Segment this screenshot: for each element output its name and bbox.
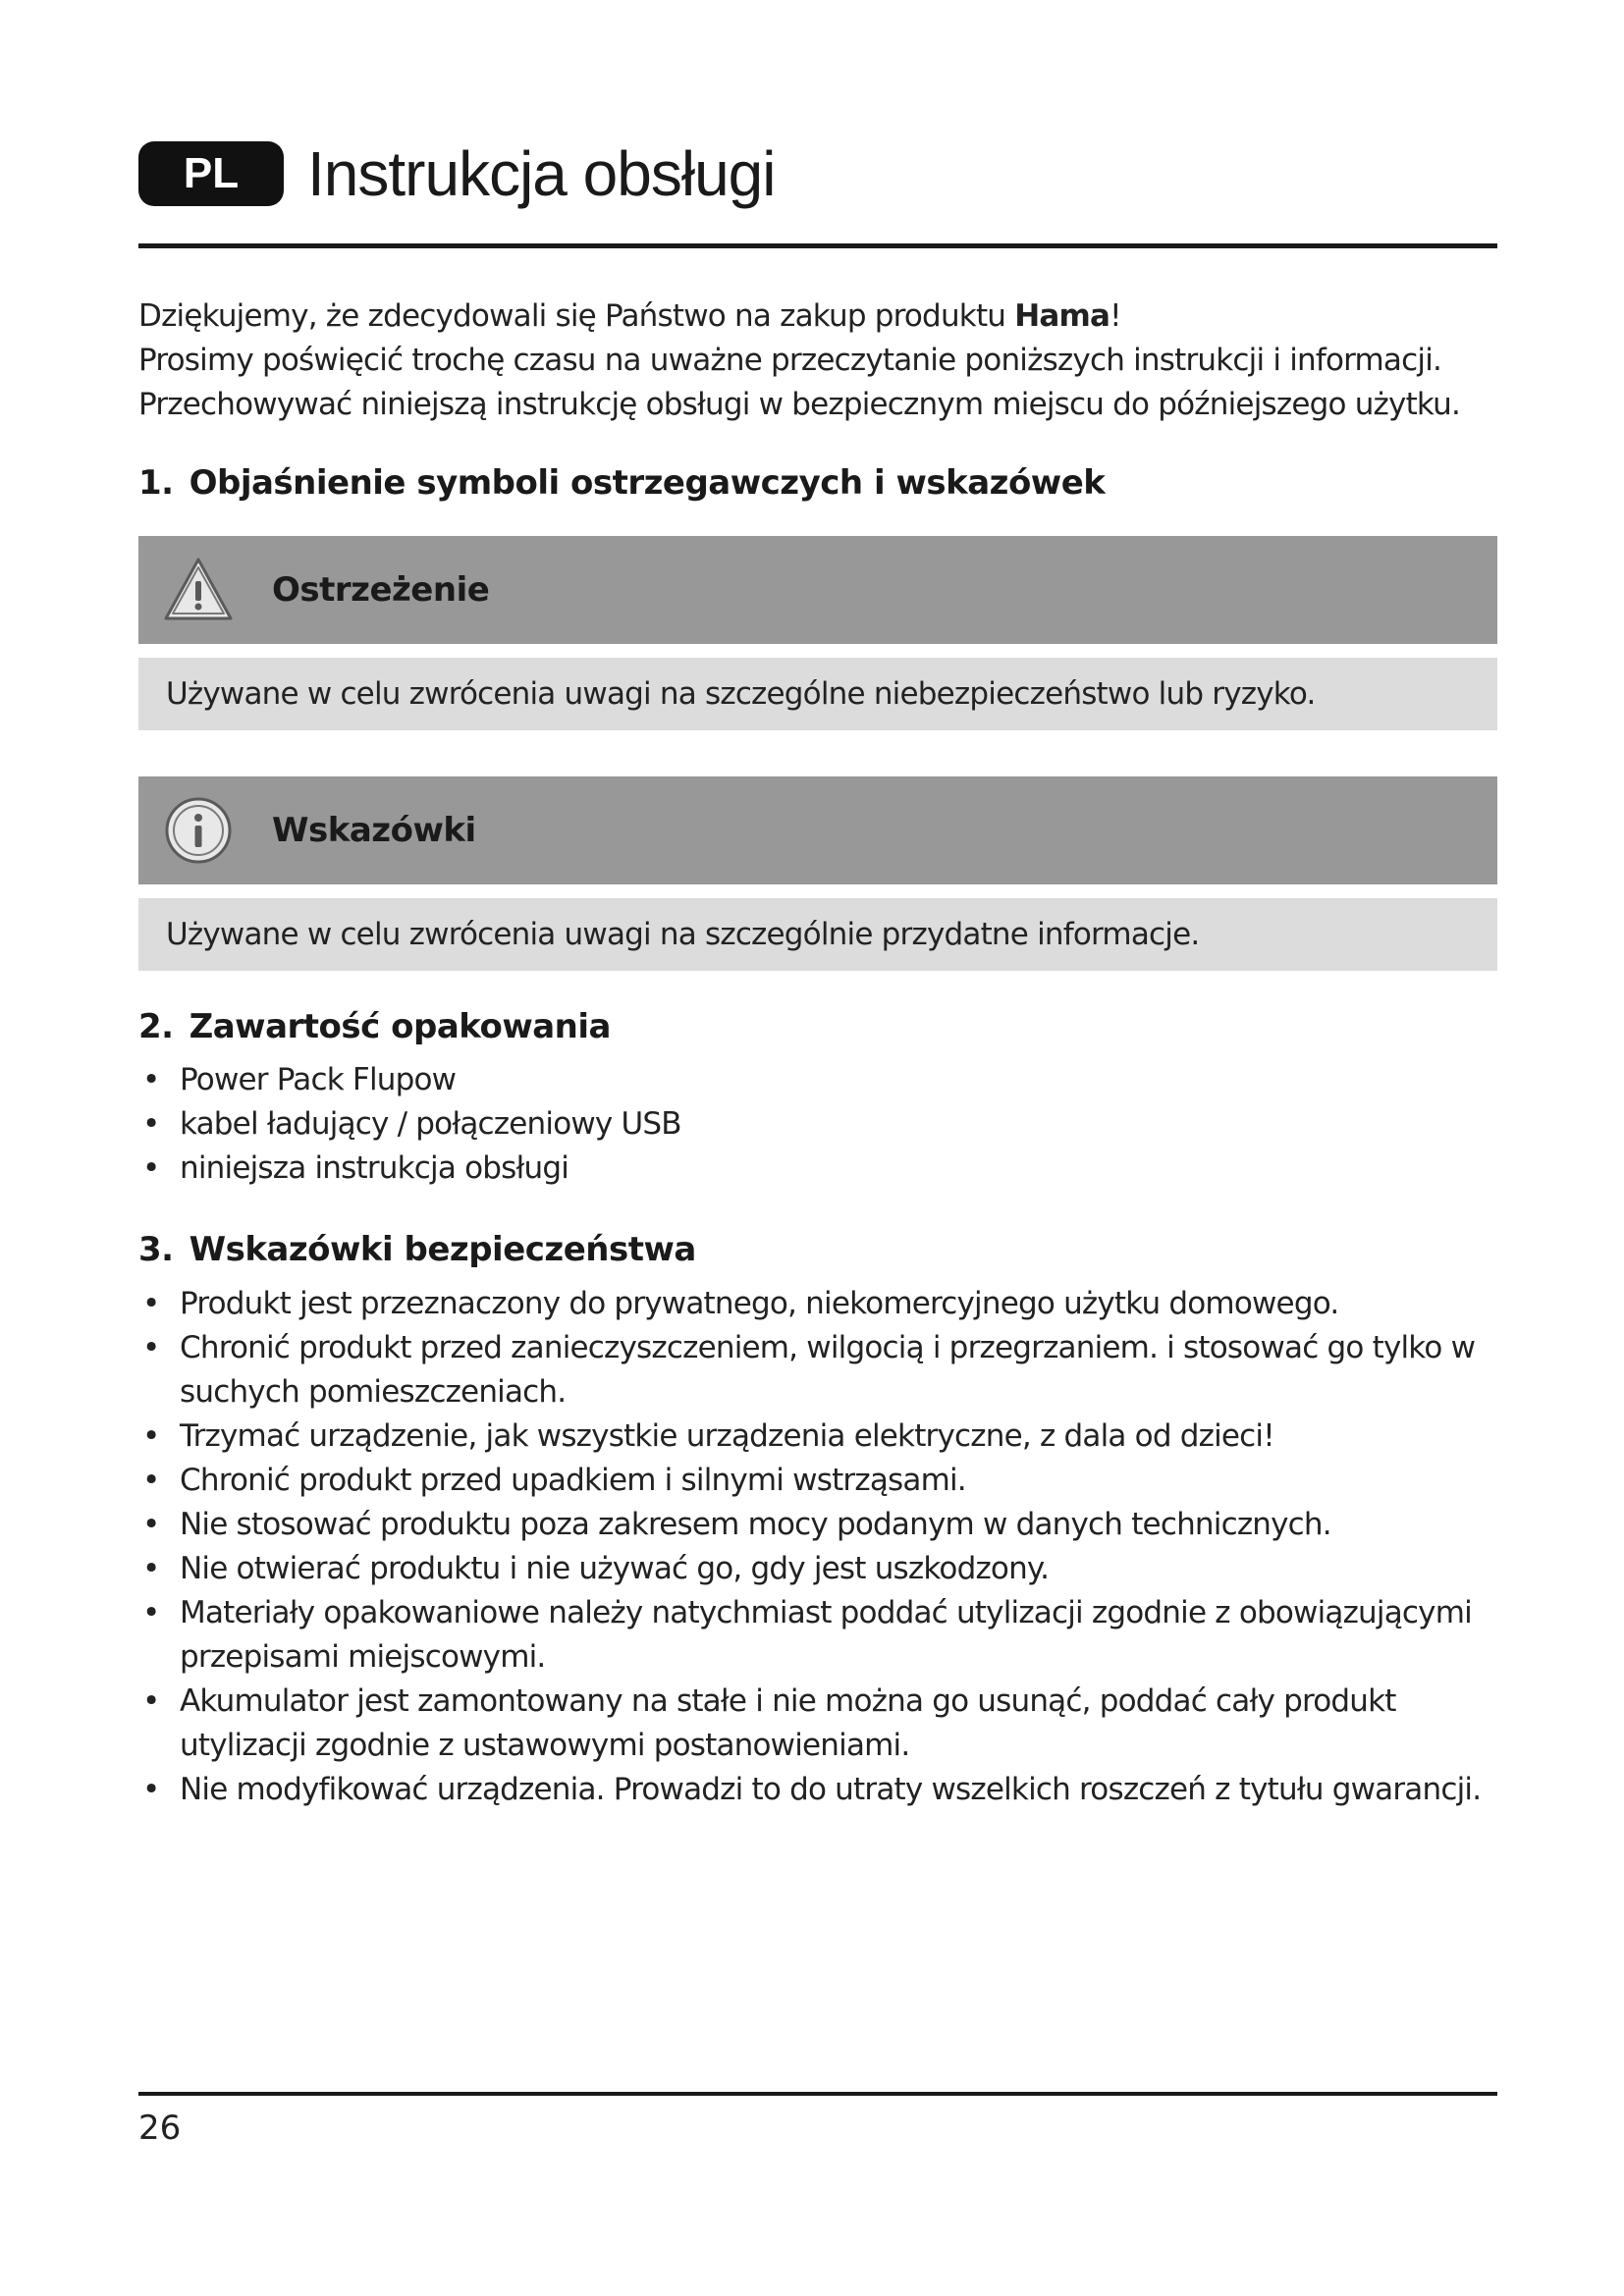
intro-line-1: Dziękujemy, że zdecydowali się Państwo na zakup produktu Hama! bbox=[138, 298, 1121, 334]
warning-box-header bbox=[138, 536, 1497, 644]
list-item: • Materiały opakowaniowe należy natychmiast poddać utylizacji zgodnie z obowiązującymi przepisami miejscowymi. bbox=[138, 1591, 1513, 1680]
list-item: • Produkt jest przeznaczony do prywatnego, niekomercyjnego użytku domowego. bbox=[138, 1282, 1513, 1326]
page-number: 26 bbox=[138, 2109, 182, 2148]
info-description: Używane w celu zwrócenia uwagi na szczególnie przydatne informacje. bbox=[138, 898, 1497, 971]
list-item: • Chronić produkt przed upadkiem i silnymi wstrząsami. bbox=[138, 1459, 1513, 1503]
list-item: • kabel ładujący / połączeniowy USB bbox=[138, 1102, 1513, 1147]
info-label: Wskazówki bbox=[272, 811, 476, 850]
intro-line-3: Przechowywać niniejszą instrukcję obsługi w bezpiecznym miejscu do późniejszego użytku. bbox=[138, 387, 1461, 422]
info-box-header bbox=[138, 776, 1497, 884]
warning-triangle-icon bbox=[162, 554, 235, 626]
section-3-heading: 3. Wskazówki bezpieczeństwa bbox=[138, 1230, 696, 1269]
section-2-heading: 2. Zawartość opakowania bbox=[138, 1007, 611, 1046]
warning-label: Ostrzeżenie bbox=[272, 570, 490, 610]
footer-divider bbox=[138, 2092, 1497, 2096]
page-header bbox=[138, 137, 775, 210]
list-item: • Chronić produkt przed zanieczyszczeniem, wilgocią i przegrzaniem. i stosować go tylko w suchych pomieszczeniach. bbox=[138, 1326, 1513, 1415]
intro-paragraph bbox=[138, 294, 1513, 427]
intro-line-2: Prosimy poświęcić trochę czasu na uważne przeczytanie poniższych instrukcji i informacji. bbox=[138, 343, 1442, 378]
warning-description: Używane w celu zwrócenia uwagi na szczególne niebezpieczeństwo lub ryzyko. bbox=[138, 658, 1497, 730]
list-item: • Trzymać urządzenie, jak wszystkie urządzenia elektryczne, z dala od dzieci! bbox=[138, 1415, 1513, 1459]
list-item: • Nie modyfikować urządzenia. Prowadzi to do utraty wszelkich roszczeń z tytułu gwarancji. bbox=[138, 1768, 1513, 1812]
safety-instructions-list bbox=[138, 1282, 1513, 1812]
list-item: • Nie otwierać produktu i nie używać go, gdy jest uszkodzony. bbox=[138, 1547, 1513, 1591]
section-1-heading: 1. Objaśnienie symboli ostrzegawczych i wskazówek bbox=[138, 463, 1106, 503]
list-item: • Power Pack Flupow bbox=[138, 1058, 1513, 1102]
header-divider bbox=[138, 243, 1497, 248]
page-title: Instrukcja obsługi bbox=[307, 138, 776, 209]
list-item: • Akumulator jest zamontowany na stałe i nie można go usunąć, poddać cały produkt utylizacji zgodnie z ustawowymi postanowieniami. bbox=[138, 1680, 1513, 1768]
brand-name: Hama bbox=[1014, 298, 1110, 334]
package-contents-list bbox=[138, 1058, 1513, 1191]
list-item: • niniejsza instrukcja obsługi bbox=[138, 1147, 1513, 1191]
language-badge: PL bbox=[138, 141, 284, 206]
list-item: • Nie stosować produktu poza zakresem mocy podanym w danych technicznych. bbox=[138, 1503, 1513, 1547]
info-circle-icon bbox=[162, 794, 235, 867]
